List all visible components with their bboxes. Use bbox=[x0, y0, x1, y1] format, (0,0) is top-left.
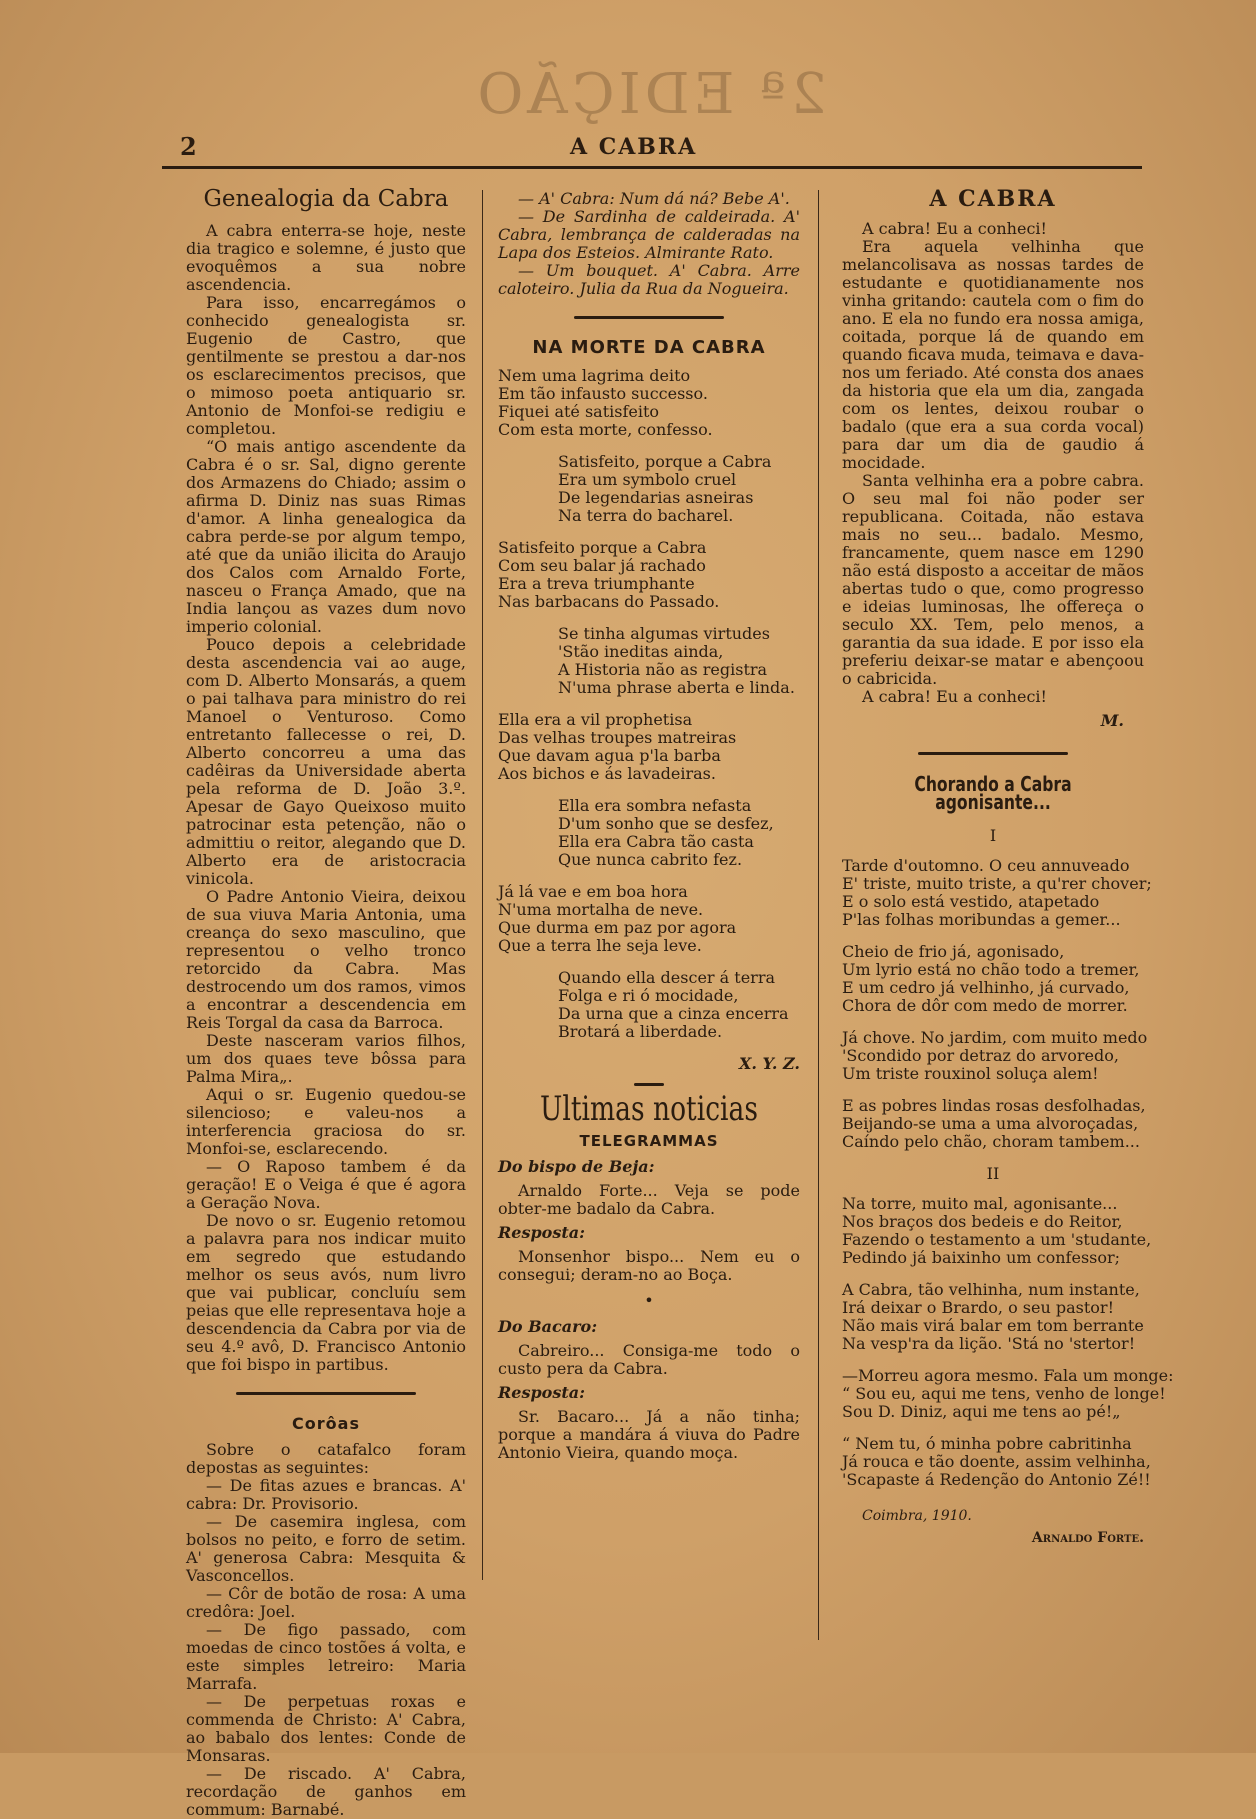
verse-line: Não mais virá balar em tom berrante bbox=[842, 1316, 1144, 1335]
verse-line: Brotará a liberdade. bbox=[558, 1022, 723, 1041]
ornament-divider bbox=[918, 752, 1068, 755]
verse-line: 'Scapaste á Redenção do Antonio Zé!! bbox=[842, 1470, 1151, 1489]
verse-line: A Historia não as registra bbox=[558, 660, 768, 679]
verse-line: Na torre, muito mal, agonisante... bbox=[842, 1194, 1118, 1213]
article-title-coroas: Corôas bbox=[292, 1414, 360, 1433]
stanza bbox=[498, 539, 800, 611]
coroa-entry: — De figo passado, com moedas de cinco tostões á volta, e este simples letreiro: Maria Marrafa. bbox=[186, 1620, 466, 1693]
verse-line: Em tão infausto successo. bbox=[498, 384, 708, 403]
stanza bbox=[498, 883, 800, 955]
paragraph: Aqui o sr. Eugenio quedou-se silencioso; e valeu-nos a interferencia graciosa do sr. Monfoi-se, esclarecendo. bbox=[186, 1085, 466, 1158]
paragraph: Para isso, encarregámos o conhecido genealogista sr. Eugenio de Castro, que gentilmente se prestou a dar-nos os esclarecimentos precisos, que o mimoso poeta antiquario sr. Antonio de Monfoi-se redigiu e completou. bbox=[186, 293, 466, 438]
verse-line: Fazendo o testamento a um 'studante, bbox=[842, 1230, 1152, 1249]
poem-title-na-morte: NA MORTE DA CABRA bbox=[532, 337, 766, 358]
paragraph: Era aquela velhinha que melancolisava as nossas tardes de estudante e quotidianamente nos vinha gritando: cautela com o fim do ano. E ela no fundo era nossa amiga, coitada, porque lá de quando em quando ficava muda, teimava e dava-nos um feriado. Até consta dos anaes da historia que ela um dia, zangada com os lentes, deixou roubar o badalo (que era a sua corda vocal) para dar um dia de gaudio á mocidade. bbox=[842, 237, 1144, 472]
verse-line: Chora de dôr com medo de morrer. bbox=[842, 996, 1128, 1015]
verse-line: —Morreu agora mesmo. Fala um monge: bbox=[842, 1366, 1174, 1385]
coroa-entry: — De perpetuas roxas e commenda de Christo: A' Cabra, ao babalo dos lentes: Conde de Monsaras. bbox=[186, 1692, 466, 1765]
reply-label: Resposta: bbox=[498, 1223, 586, 1242]
paragraph: Deste nasceram varios filhos, um dos quaes teve bôssa para Palma Mira„. bbox=[186, 1031, 466, 1086]
paragraph: Santa velhinha era a pobre cabra. O seu mal foi não poder ser republicana. Coitada, não estava mais no seu... badalo. Mesmo, francamente, quem nasce em 1290 não está disposto a acceitar de mãos abertas tudo o que, como progresso e ideias luminosas, lhe offereça o seculo XX. Tem, pelo menos, a garantia da sua idade. E por isso ela preferiu deixar-se matar e abençoou o cabricida. bbox=[842, 471, 1144, 688]
verse-line: Fiquei até satisfeito bbox=[498, 402, 660, 421]
verse-line: Com esta morte, confesso. bbox=[498, 420, 713, 439]
telegram-bacaro-text: Cabreiro... Consiga-me todo o custo pera da Cabra. bbox=[498, 1341, 800, 1378]
verse-line: Era um symbolo cruel bbox=[558, 470, 737, 489]
article-signature: M. bbox=[1100, 711, 1124, 730]
stanza bbox=[498, 367, 800, 439]
verse-line: Satisfeito, porque a Cabra bbox=[558, 452, 772, 471]
poem-part-i: I bbox=[989, 826, 997, 845]
article-body-a-cabra bbox=[842, 220, 1144, 706]
stanza bbox=[842, 1028, 1148, 1083]
verse-line: Já rouca e tão doente, assim velhinha, bbox=[842, 1452, 1151, 1471]
reply-label: Resposta: bbox=[498, 1383, 586, 1402]
stanza bbox=[558, 797, 800, 869]
poem-title-chorando: Chorando a Cabra agonisante... bbox=[914, 772, 1072, 814]
telegram-from-beja: Do bispo de Beja: bbox=[498, 1157, 655, 1176]
stanza bbox=[842, 1281, 1144, 1353]
page-number: 2 bbox=[180, 132, 197, 161]
bleed-through-text: 2ª EDIÇÃO bbox=[473, 62, 827, 127]
stanza bbox=[558, 625, 800, 697]
poem-footer bbox=[842, 1507, 1144, 1525]
bullet-divider: • bbox=[644, 1291, 654, 1310]
verse-line: Que a terra lhe seja leve. bbox=[498, 936, 702, 955]
verse-line: Já lá vae e em boa hora bbox=[498, 882, 688, 901]
verse-line: 'Stão ineditas ainda, bbox=[558, 642, 724, 661]
telegrams-title: TELEGRAMMAS bbox=[579, 1132, 719, 1150]
reply-text: Sr. Bacaro... Já a não tinha; porque a mandára á viuva do Padre Antonio Vieira, quando moça. bbox=[498, 1407, 800, 1462]
verse-line: Caíndo pelo chão, choram tambem... bbox=[842, 1132, 1140, 1151]
verse-line: Que davam agua p'la barba bbox=[498, 746, 721, 765]
coroa-entry: Sobre o catafalco foram depostas as seguintes: bbox=[186, 1440, 466, 1477]
paragraph: A cabra enterra-se hoje, neste dia tragico e solemne, é justo que evoquêmos a sua nobre ascendencia. bbox=[186, 221, 466, 294]
verse-line: Ella era sombra nefasta bbox=[558, 796, 752, 815]
column-right bbox=[842, 186, 1174, 1547]
stanza bbox=[842, 1434, 1151, 1489]
column-divider-2 bbox=[818, 190, 819, 1640]
verse-line: Folga e ri ó mocidade, bbox=[558, 986, 739, 1005]
stanza bbox=[842, 943, 1144, 1015]
paragraph: A cabra! Eu a conheci! bbox=[862, 687, 1047, 706]
verse-line: A Cabra, tão velhinha, num instante, bbox=[842, 1280, 1140, 1299]
verse-line: Aos bichos e ás lavadeiras. bbox=[498, 764, 716, 783]
verse-line: E um cedro já velhinho, já curvado, bbox=[842, 978, 1130, 997]
paragraph: De novo o sr. Eugenio retomou a palavra para nos indicar muito em segredo que estudando melhor os seus avós, num livro que vai publicar, concluíu sem peias que elle representava hoje a descendencia da Cabra por via de seu 4.º avô, D. Francisco Antonio que foi bispo in partibus. bbox=[186, 1211, 466, 1374]
verse-line: Tarde d'outomno. O ceu annuveado bbox=[842, 856, 1130, 875]
verse-line: Nas barbacans do Passado. bbox=[498, 592, 720, 611]
verse-line: Sou D. Diniz, aqui me tens ao pé!„ bbox=[842, 1402, 1121, 1421]
ornament-divider bbox=[236, 1392, 416, 1395]
verse-line: Beijando-se uma a uma alvoroçadas, bbox=[842, 1114, 1139, 1133]
verse-line: N'uma mortalha de neve. bbox=[498, 900, 704, 919]
column-genealogia bbox=[186, 186, 466, 1819]
column-middle bbox=[498, 190, 800, 1462]
coroa-entry: — Um bouquet. A' Cabra. Arre caloteiro. Julia da Rua da Nogueira. bbox=[498, 261, 800, 298]
poem-author: Arnaldo Forte. bbox=[1031, 1530, 1144, 1546]
verse-line: “ Sou eu, aqui me tens, venho de longe! bbox=[842, 1384, 1166, 1403]
coroa-entry: — De fitas azues e brancas. A' cabra: Dr. Provisorio. bbox=[186, 1476, 466, 1513]
verse-line: 'Scondido por detraz do arvoredo, bbox=[842, 1046, 1119, 1065]
verse-line: Na terra do bacharel. bbox=[558, 506, 734, 525]
sonnet-i bbox=[842, 856, 1152, 1151]
verse-line: Cheio de frio já, agonisado, bbox=[842, 942, 1065, 961]
verse-line: Que durma em paz por agora bbox=[498, 918, 737, 937]
stanza bbox=[558, 453, 800, 525]
verse-line: Com seu balar já rachado bbox=[498, 556, 706, 575]
verse-line: Já chove. No jardim, com muito medo bbox=[842, 1028, 1148, 1047]
place-date: Coimbra, 1910. bbox=[862, 1508, 972, 1524]
stanza bbox=[842, 1097, 1144, 1151]
reply-text: Monsenhor bispo... Nem eu o consegui; deram-no ao Boça. bbox=[498, 1247, 800, 1284]
verse-line: D'um sonho que se desfez, bbox=[558, 814, 774, 833]
ornament-divider bbox=[574, 316, 724, 319]
column-divider-1 bbox=[482, 190, 483, 1580]
verse-line: Da urna que a cinza encerra bbox=[558, 1004, 789, 1023]
stanza bbox=[558, 969, 800, 1041]
verse-line: Que nunca cabrito fez. bbox=[558, 850, 743, 869]
coroa-entry: — De riscado. A' Cabra, recordação de ganhos em commum: Barnabé. bbox=[186, 1764, 466, 1819]
poem-author-wrap bbox=[842, 1529, 1144, 1547]
poem-part-ii: II bbox=[986, 1164, 1000, 1183]
verse-line: P'las folhas moribundas a gemer... bbox=[842, 910, 1121, 929]
telegram-from-bacaro: Do Bacaro: bbox=[498, 1317, 598, 1336]
article-title-genealogia: Genealogia da Cabra bbox=[203, 186, 449, 212]
header-rule bbox=[162, 166, 1142, 169]
poem-na-morte bbox=[498, 367, 800, 1041]
verse-line: Ella era Cabra tão casta bbox=[558, 832, 754, 851]
verse-line: Um lyrio está no chão todo a tremer, bbox=[842, 960, 1140, 979]
sonnet-ii bbox=[842, 1194, 1174, 1489]
paragraph: Pouco depois a celebridade desta ascendencia vai ao auge, com D. Alberto Monsarás, a quem o pai talhava para ministro do rei Manoel o Venturoso. Como entretanto fallecesse o rei, D. Alberto concorreu a uma das cadêiras da Universidade aberta pela reforma de D. João 3.º. Apesar de Gayo Queixoso muito patrocinar esta petenção, não o admittiu o reitor, alegando que D. Alberto era de aristocracia vinicola. bbox=[186, 635, 466, 888]
verse-line: Era a treva triumphante bbox=[498, 574, 695, 593]
coroa-entry: — Côr de botão de rosa: A uma credôra: Joel. bbox=[186, 1584, 466, 1621]
verse-line: Nem uma lagrima deito bbox=[498, 366, 691, 385]
paragraph: O Padre Antonio Vieira, deixou de sua viuva Maria Antonia, uma creança do sexo masculino, que representou o velho tronco retorcido da Cabra. Mas destrocendo um dos ramos, vimos a encontrar a descendencia em Reis Torgal da casa da Barroca. bbox=[186, 887, 466, 1032]
verse-line: De legendarias asneiras bbox=[558, 488, 754, 507]
verse-line: Pedindo já baixinho um confessor; bbox=[842, 1248, 1121, 1267]
verse-line: Irá deixar o Brardo, o seu pastor! bbox=[842, 1298, 1114, 1317]
stanza bbox=[842, 856, 1152, 929]
verse-line: Satisfeito porque a Cabra bbox=[498, 538, 707, 557]
paragraph: — O Raposo tambem é da geração! E o Veiga é que é agora a Geração Nova. bbox=[186, 1157, 466, 1212]
verse-line: E' triste, muito triste, a qu'rer chover; bbox=[842, 874, 1152, 893]
short-divider bbox=[634, 1083, 664, 1086]
verse-line: N'uma phrase aberta e linda. bbox=[558, 678, 795, 697]
stanza bbox=[842, 1366, 1174, 1421]
coroa-entry: — A' Cabra: Num dá ná? Bebe A'. bbox=[518, 189, 790, 208]
verse-line: Um triste rouxinol soluça alem! bbox=[842, 1064, 1099, 1083]
verse-line: E as pobres lindas rosas desfolhadas, bbox=[842, 1096, 1146, 1115]
poem-signature: X. Y. Z. bbox=[738, 1054, 800, 1073]
coroa-entry: — De casemira inglesa, com bolsos no peito, e forro de setim. A' generosa Cabra: Mesquita & Vasconcellos. bbox=[186, 1512, 466, 1585]
verse-line: Se tinha algumas virtudes bbox=[558, 624, 770, 643]
masthead: A CABRA bbox=[570, 134, 698, 160]
article-body-genealogia bbox=[186, 222, 466, 1374]
verse-line: Quando ella descer á terra bbox=[558, 968, 775, 987]
verse-line: Nos braços dos bedeis e do Reitor, bbox=[842, 1212, 1123, 1231]
paragraph: “O mais antigo ascendente da Cabra é o sr. Sal, digno gerente dos Armazens do Chiado; assim o afirma D. Diniz nas suas Rimas d'amor. A linha genealogica da cabra perde-se por algum tempo, até que da união ilicita do Araujo dos Calos com Arnaldo Forte, nasceu o França Amado, que na India lançou as vazes dum novo imperio colonial. bbox=[186, 437, 466, 636]
article-title-a-cabra: A CABRA bbox=[929, 186, 1057, 212]
verse-line: “ Nem tu, ó minha pobre cabritinha bbox=[842, 1434, 1132, 1453]
coroa-entry: — De Sardinha de caldeirada. A' Cabra, lembrança de calderadas na Lapa dos Esteios. Almirante Rato. bbox=[498, 207, 800, 262]
stanza bbox=[842, 1194, 1152, 1267]
paragraph: A cabra! Eu a conheci! bbox=[862, 219, 1047, 238]
verse-line: E o solo está vestido, atapetado bbox=[842, 892, 1100, 911]
news-title: Ultimas noticias bbox=[540, 1089, 758, 1129]
telegram-beja-text: Arnaldo Forte... Veja se pode obter-me badalo da Cabra. bbox=[498, 1181, 800, 1218]
stanza bbox=[498, 711, 800, 783]
coroas-continuation bbox=[498, 190, 800, 298]
verse-line: Das velhas troupes matreiras bbox=[498, 728, 737, 747]
article-body-coroas bbox=[186, 1441, 466, 1819]
verse-line: Ella era a vil prophetisa bbox=[498, 710, 693, 729]
verse-line: Na vesp'ra da lição. 'Stá no 'stertor! bbox=[842, 1334, 1136, 1353]
